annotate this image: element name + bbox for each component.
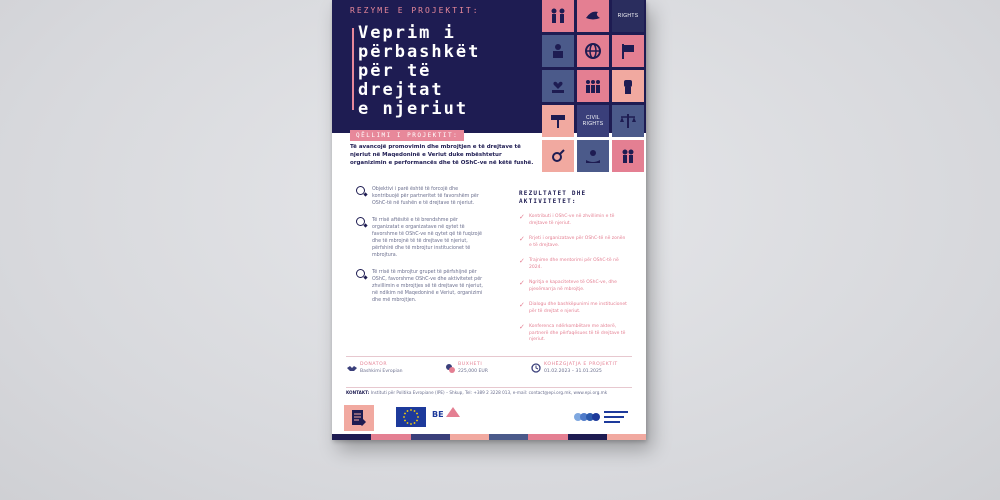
result-item: ✓ Kontributi i OShC-ve në zhvillimin e të drejtave të njeriut. bbox=[519, 213, 615, 226]
check-icon: ✓ bbox=[519, 213, 525, 221]
info-duration: KOHËZGJATJA E PROJEKTIT 01.02.2023 – 31.01.2025 bbox=[544, 362, 618, 375]
results-list bbox=[519, 214, 629, 353]
title-line: e njeriut bbox=[358, 99, 469, 119]
group-icon bbox=[542, 35, 574, 67]
divider bbox=[346, 356, 632, 357]
dove-icon bbox=[577, 0, 609, 32]
rights-icon-grid bbox=[538, 0, 646, 174]
result-item: ✓ Dialogu dhe bashkëpunimi me institucionet për të drejtat e njeriut. bbox=[519, 301, 627, 314]
clock-icon bbox=[531, 363, 541, 373]
project-title bbox=[358, 24, 533, 119]
chat-bubble-icon bbox=[356, 186, 365, 195]
be-logo: BE bbox=[432, 407, 464, 427]
coins-icon bbox=[445, 363, 455, 373]
check-icon: ✓ bbox=[519, 279, 525, 287]
title-accent-bar bbox=[352, 28, 354, 110]
globe-icon bbox=[577, 35, 609, 67]
scales-icon bbox=[612, 105, 644, 137]
check-icon: ✓ bbox=[519, 301, 525, 309]
project-info-row bbox=[346, 362, 636, 384]
objective-item: Të rrisë të mbrojtur grupet të përfshijnë për OShC, favorshme OShC-ve dhe aktivitetet për zhvillimin e mbrojtjes së të drejtave të njeriut, në ndikim në Maqedoninë e Veriut, organizimi dhe më mbrojtjen. bbox=[354, 269, 484, 304]
title-line: Veprim i bbox=[358, 23, 456, 43]
rights-sign-icon: RIGHTS bbox=[612, 0, 644, 32]
protest-icon bbox=[542, 105, 574, 137]
objective-item: Të rrisë aftësitë e të brendshme për organizatat e organizatave në qytet të favorshme të OShC-ve në qytet që të fuqizojë dhe të mbrojnë të të drejtave të njeriut, përfshirë dhe të mbrojtur institucionet të mbrojtura. bbox=[354, 217, 484, 259]
footer-logos bbox=[344, 405, 634, 431]
flag-icon bbox=[612, 35, 644, 67]
chat-bubble-icon bbox=[356, 269, 365, 278]
result-item: ✓ Trajnime dhe mentorimi për OShC-të në 2024. bbox=[519, 257, 619, 270]
project-poster bbox=[332, 0, 646, 440]
check-icon: ✓ bbox=[519, 257, 525, 265]
info-donor: DONATOR Bashkimi Evropian bbox=[360, 362, 403, 375]
summary-label: REZYME E PROJEKTIT: bbox=[350, 6, 480, 15]
goal-text: Të avancojë promovimin dhe mbrojtjen e të drejtave të njeriut në Maqedoninë e Veriut duke mbështetur organizimin e performancës dhe të OShC-ve në këtë fushë. bbox=[350, 144, 534, 166]
title-line: drejtat bbox=[358, 80, 444, 100]
people-icon bbox=[577, 70, 609, 102]
results-title: REZULTATET DHE AKTIVITETET: bbox=[519, 190, 587, 205]
title-line: për të bbox=[358, 61, 432, 81]
equality-icon bbox=[542, 0, 574, 32]
result-item: ✓ Konferenca ndërkombëtare me akterë, partnerë dhe përfaqësues të të drejtave të njeriut. bbox=[519, 323, 626, 342]
contact-line: KONTAKT: Instituti për Politika Evropiane (IPE) – Shkup, Tel: +389 2 3228 013, e-mail: contact@epi.org.mk, www.epi.org.mk bbox=[346, 390, 608, 395]
title-line: përbashkët bbox=[358, 42, 481, 62]
handshake-icon bbox=[347, 363, 357, 373]
family-icon bbox=[612, 140, 644, 172]
bottom-color-stripes bbox=[332, 434, 646, 440]
check-icon: ✓ bbox=[519, 235, 525, 243]
helping-hands-icon bbox=[577, 140, 609, 172]
info-budget: BUXHETI 225,000 EUR bbox=[458, 362, 488, 375]
chat-bubble-icon bbox=[356, 217, 365, 226]
civil-rights-sign-icon: CIVIL RIGHTS bbox=[577, 105, 609, 137]
gender-icon bbox=[542, 140, 574, 172]
goal-label: QËLLIMI I PROJEKTIT: bbox=[350, 130, 464, 141]
eu-flag-logo bbox=[396, 407, 426, 427]
fist-icon bbox=[612, 70, 644, 102]
objective-item: Objektivi i parë është të forcojë dhe kontribuojë për partneritet të favorshëm për OShC-të në fushën e të drejtave të njeriut. bbox=[354, 186, 484, 207]
result-item: ✓ Rrjeti i organizatave për OShC-të në zonën e të drejtave. bbox=[519, 235, 626, 248]
document-icon bbox=[344, 405, 374, 431]
divider bbox=[346, 387, 632, 388]
check-icon: ✓ bbox=[519, 323, 525, 331]
result-item: ✓ Ngritja e kapaciteteve të OShC-ve, dhe pjesëmarrja në mbrojtje. bbox=[519, 279, 617, 292]
hand-heart-icon bbox=[542, 70, 574, 102]
objectives-list bbox=[354, 186, 484, 314]
institute-logo bbox=[572, 407, 634, 427]
